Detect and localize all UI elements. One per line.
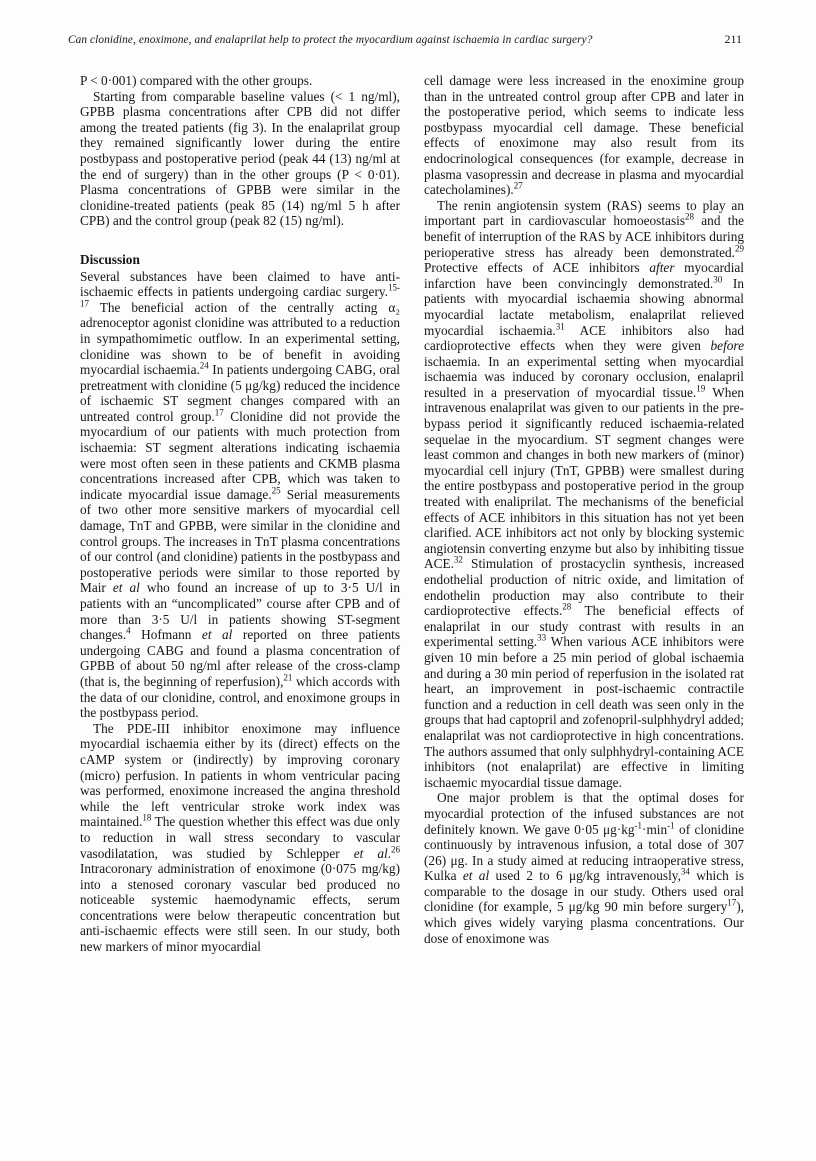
right-column <box>424 73 744 955</box>
paragraph: One major problem is that the optimal doses for myocardial protection of the infused substances are not definitely known. We gave 0·05 $\mu g\cdot kg^{-1}\cdot\min^{-1}$ of clonidine continuously by intravenous infusion, a total dose of 307 (26) μg. In a study aimed at reducing intraoperative stress, Kulka et al used 2 to 6 μg/kg intravenously,$^{34}$ which is comparable to the dosage in our study. Others used oral clonidine (for example, 5 μg/kg 90 min before surgery$^{17}$), which gives widely varying plasma concentrations. Our dose of enoximone was <box>424 790 744 946</box>
paragraph: The renin angiotensin system (RAS) seems to play an important part in cardiovascular homoeostasis$^{28}$ and the benefit of interruption of the RAS by ACE inhibitors during perioperative stress has already been demonstrated.$^{29}$ Protective effects of ACE inhibitors after myocardial infarction have been convincingly demonstrated.$^{30}$ In patients with myocardial ischaemia showing abnormal myocardial lactate metabolism, enalaprilat relieved myocardial ischaemia.$^{31}$ ACE inhibitors also had cardioprotective effects when they were given before ischaemia. In an experimental setting when myocardial ischaemia was induced by coronary occlusion, enalapril resulted in a preservation of myocardial tissue.$^{19}$ When intravenous enalaprilat was given to our patients in the pre-bypass period it significantly reduced ischaemia-related sequelae in the myocardium. ST segment changes were least common and changes in both new markers of (minor) myocardial cell injury (TnT, GPBB) were smallest during the entire postbypass and postoperative period in the group treated with enaliprilat. The mechanisms of the beneficial effects of ACE inhibitors in this situation has not yet been clarified. ACE inhibitors act not only by blocking systemic angiotensin converting enzyme but also by inhibiting tissue ACE.$^{32}$ Stimulation of prostacyclin synthesis, increased endothelial production of nitric oxide, and limitation of endothelin production may also contribute to their cardioprotective effects.$^{28}$ The beneficial effects of enalaprilat in our study contrast with results in an experimental setting.$^{33}$ When various ACE inhibitors were given 10 min before a 25 min period of global ischaemia and during a 30 min period of reperfusion in the isolated rat heart, an improvement in post-ischaemic contractile function and a reduction in cell death was seen only in the groups that had captopril and zofenopril-sulphhydryl added; enalaprilat was not cardioprotective in high concentrations. The authors assumed that only sulphhydryl-containing ACE inhibitors (not enalaprilat) are effective in limiting ischaemic myocardial tissue damage. <box>424 197 745 790</box>
running-title: Can clonidine, enoximone, and enalaprilat help to protect the myocardium against ischaemia in cardiac surgery? <box>68 34 593 46</box>
paragraph: P < 0·001) compared with the other groups. <box>80 73 313 88</box>
left-column <box>80 73 400 955</box>
section-heading: Discussion <box>80 251 140 267</box>
page-header <box>68 32 742 47</box>
paragraph: Several substances have been claimed to have anti-ischaemic effects in patients undergoing cardiac surgery.$^{15-17}$ The beneficial action of the centrally acting α₂ adrenoceptor agonist clonidine was attributed to a reduction in sympathomimetic outflow. In an experimental setting, clonidine was shown to be of benefit in avoiding myocardial ischaemia.$^{24}$ In patients undergoing CABG, oral pretreatment with clonidine (5 μg/kg) reduced the incidence of ischaemic ST segment changes compared with an untreated control group.$^{17}$ Clonidine did not provide the myocardium of our patients with much protection from ischaemia: ST segment alterations indicating ischaemia were most often seen in these patients and CKMB plasma concentrations increased after CPB, which was taken to indicate myocardial issue damage.$^{25}$ Serial measurements of two other more sensitive markers of myocardial cell damage, TnT and GPBB, were similar in the clonidine and control groups. The increases in TnT plasma concentrations of our control (and clonidine) patients in the postbypass and postoperative periods were similar to those reported by Mair et al who found an increase of up to 3·5 U/l in patients with an “uncomplicated” course after CPB and of more than 3·5 U/l in patients showing ST-segment changes.$^4$ Hofmann et al reported on three patients undergoing CABG and found a plasma concentration of GPBB of about 50 ng/ml after release of the cross-clamp (that is, the beginning of reperfusion),$^{21}$ which accords with the data of our clonidine, control, and enoximone groups in the postbypass period. <box>80 268 401 721</box>
paragraph: The PDE-III inhibitor enoximone may influence myocardial ischaemia either by its (direct) effects on the cAMP system or (indirectly) by improving coronary (micro) perfusion. In patients in whom ventricular pacing was performed, enoximone increased the angina threshold while the left ventricular stroke work index was maintained.$^{18}$ The question whether this effect was due only to reduction in wall stress secondary to vascular vasodilatation, was studied by Schlepper et al.$^{26}$ Intracoronary administration of enoximone (0·075 mg/kg) into a stenosed coronary vascular bed produced no noticeable systemic haemodynamic effects, serum concentrations were below therapeutic concentration but anti-ischaemic effects were still seen. In our study, both new markers of minor myocardial <box>80 720 400 955</box>
article-body <box>80 73 745 955</box>
paragraph: Starting from comparable baseline values (< 1 ng/ml), GPBB plasma concentrations after CPB did not differ among the treated patients (fig 3). In the enalaprilat group they remained significantly lower during the entire postbypass and postoperative period (peak 44 (13) ng/ml at the end of surgery) than in the other groups (P < 0·01). Plasma concentrations of GPBB were similar in the clonidine-treated patients (peak 85 (14) ng/ml 5 h after CPB) and the control group (peak 82 (15) ng/ml). <box>80 88 400 229</box>
page-number: 211 <box>724 32 742 46</box>
paragraph: cell damage were less increased in the enoximine group than in the untreated control group after CPB and later in the postoperative period, which seems to indicate less postbypass myocardial cell damage. These beneficial effects of enoximone may also result from its endocrinological consequences (for example, decrease in plasma vasopressin and decrease in plasma and myocardial catecholamines).$^{27}$ <box>424 73 744 198</box>
